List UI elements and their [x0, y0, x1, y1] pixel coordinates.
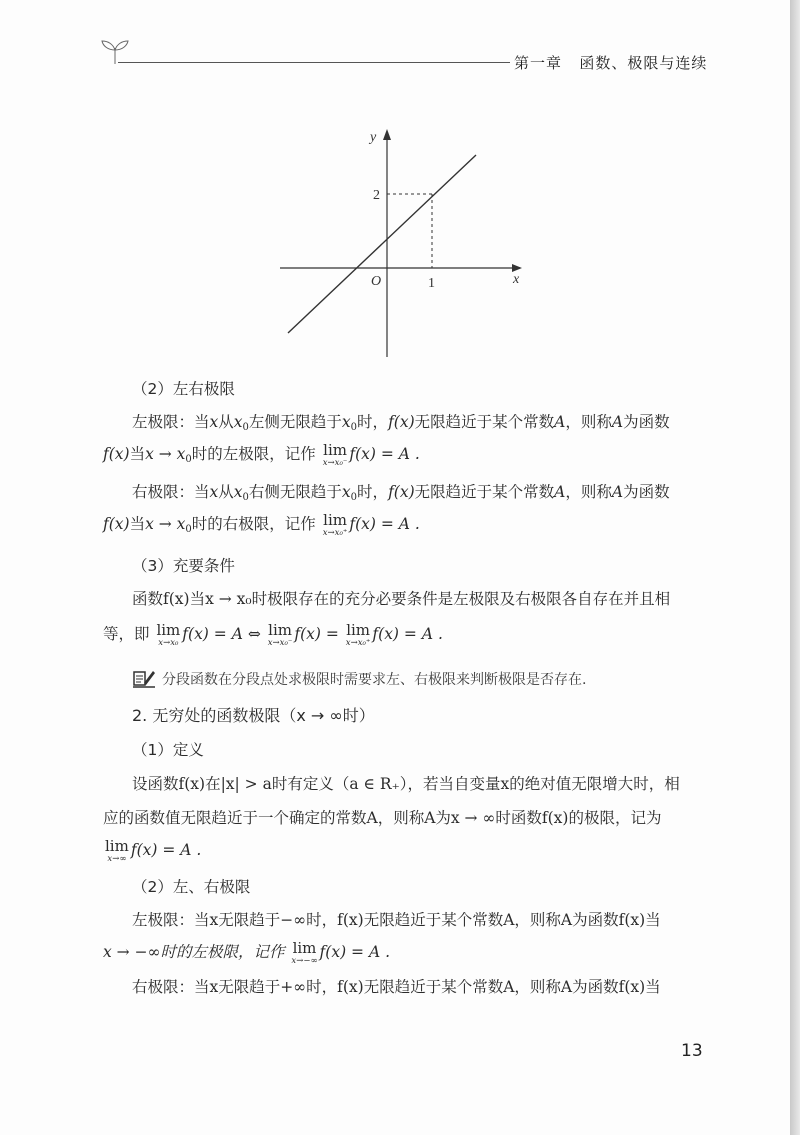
condition-line-1: 函数f(x)当x → x₀时极限存在的充分必要条件是左极限及右极限各自存在并且相: [132, 590, 671, 608]
y-axis-arrow: [383, 129, 391, 140]
left-limit-line-2: f(x)当$x \to x_0$时的左极限，记作 lim x→x₀⁻ f(x) = A .: [103, 441, 420, 468]
section-necessary-sufficient: （3）充要条件: [132, 557, 235, 575]
infinity-right-line-1: 右极限：当x无限趋于+∞时，f(x)无限趋近于某个常数A，则称A为函数f(x)当: [132, 978, 661, 996]
y-tick-label: 2: [373, 188, 380, 203]
line-graph: [270, 125, 530, 365]
function-line: [288, 155, 476, 333]
header-rule: [118, 62, 510, 63]
condition-line-2: 等，即 lim x→x₀ f(x) = A ⇔ lim x→x₀⁻ f(x) = lim x→x₀⁺ f(x) = A .: [103, 621, 443, 648]
x-tick-label: 1: [428, 276, 435, 291]
right-limit-line-1: 右极限：当x从$x_0$右侧无限趋于$x_0$时，f(x)无限趋近于某个常数A，则称A为函数: [132, 483, 670, 503]
chapter-number: 第一章: [514, 54, 563, 72]
page-number: 13: [681, 1041, 703, 1061]
y-axis-label: y: [370, 130, 377, 145]
x-axis-label: x: [513, 272, 520, 287]
left-limit-line-1: 左极限：当x从$x_0$左侧无限趋于$x_0$时，f(x)无限趋近于某个常数A，则称A为函数: [132, 413, 670, 433]
right-limit-line-2: f(x)当$x \to x_0$时的右极限，记作 lim x→x₀⁺ f(x) = A .: [103, 511, 420, 538]
infinity-left-line-2: x → −∞时的左极限，记作 lim x→−∞ f(x) = A .: [103, 939, 391, 966]
x-axis-arrow: [512, 264, 522, 272]
note: 分段函数在分段点处求极限时需要求左、右极限来判断极限是否存在.: [132, 668, 586, 689]
definition-line-2: 应的函数值无限趋近于一个确定的常数A，则称A为x → ∞时函数f(x)的极限，记为: [103, 809, 662, 827]
section-left-right-limit: （2）左右极限: [132, 380, 235, 398]
definition-line-3: lim x→∞ f(x) = A .: [105, 837, 202, 864]
infinity-left-line-1: 左极限：当x无限趋于−∞时，f(x)无限趋近于某个常数A，则称A为函数f(x)当: [132, 911, 661, 929]
chapter-title: 函数、极限与连续: [579, 54, 708, 72]
chapter-header: [514, 52, 707, 73]
origin-label: O: [371, 274, 382, 289]
pencil-note-icon: [132, 668, 156, 688]
page-edge: [790, 0, 800, 1135]
section-left-right-limit-infinity: （2）左、右极限: [132, 878, 251, 896]
definition-line-1: 设函数f(x)在|x| > a时有定义（a ∈ R₊），若当自变量x的绝对值无限增大时，相: [132, 775, 680, 793]
section-definition: （1）定义: [132, 741, 204, 759]
section-limit-at-infinity: 2. 无穷处的函数极限（x → ∞时）: [132, 706, 375, 725]
